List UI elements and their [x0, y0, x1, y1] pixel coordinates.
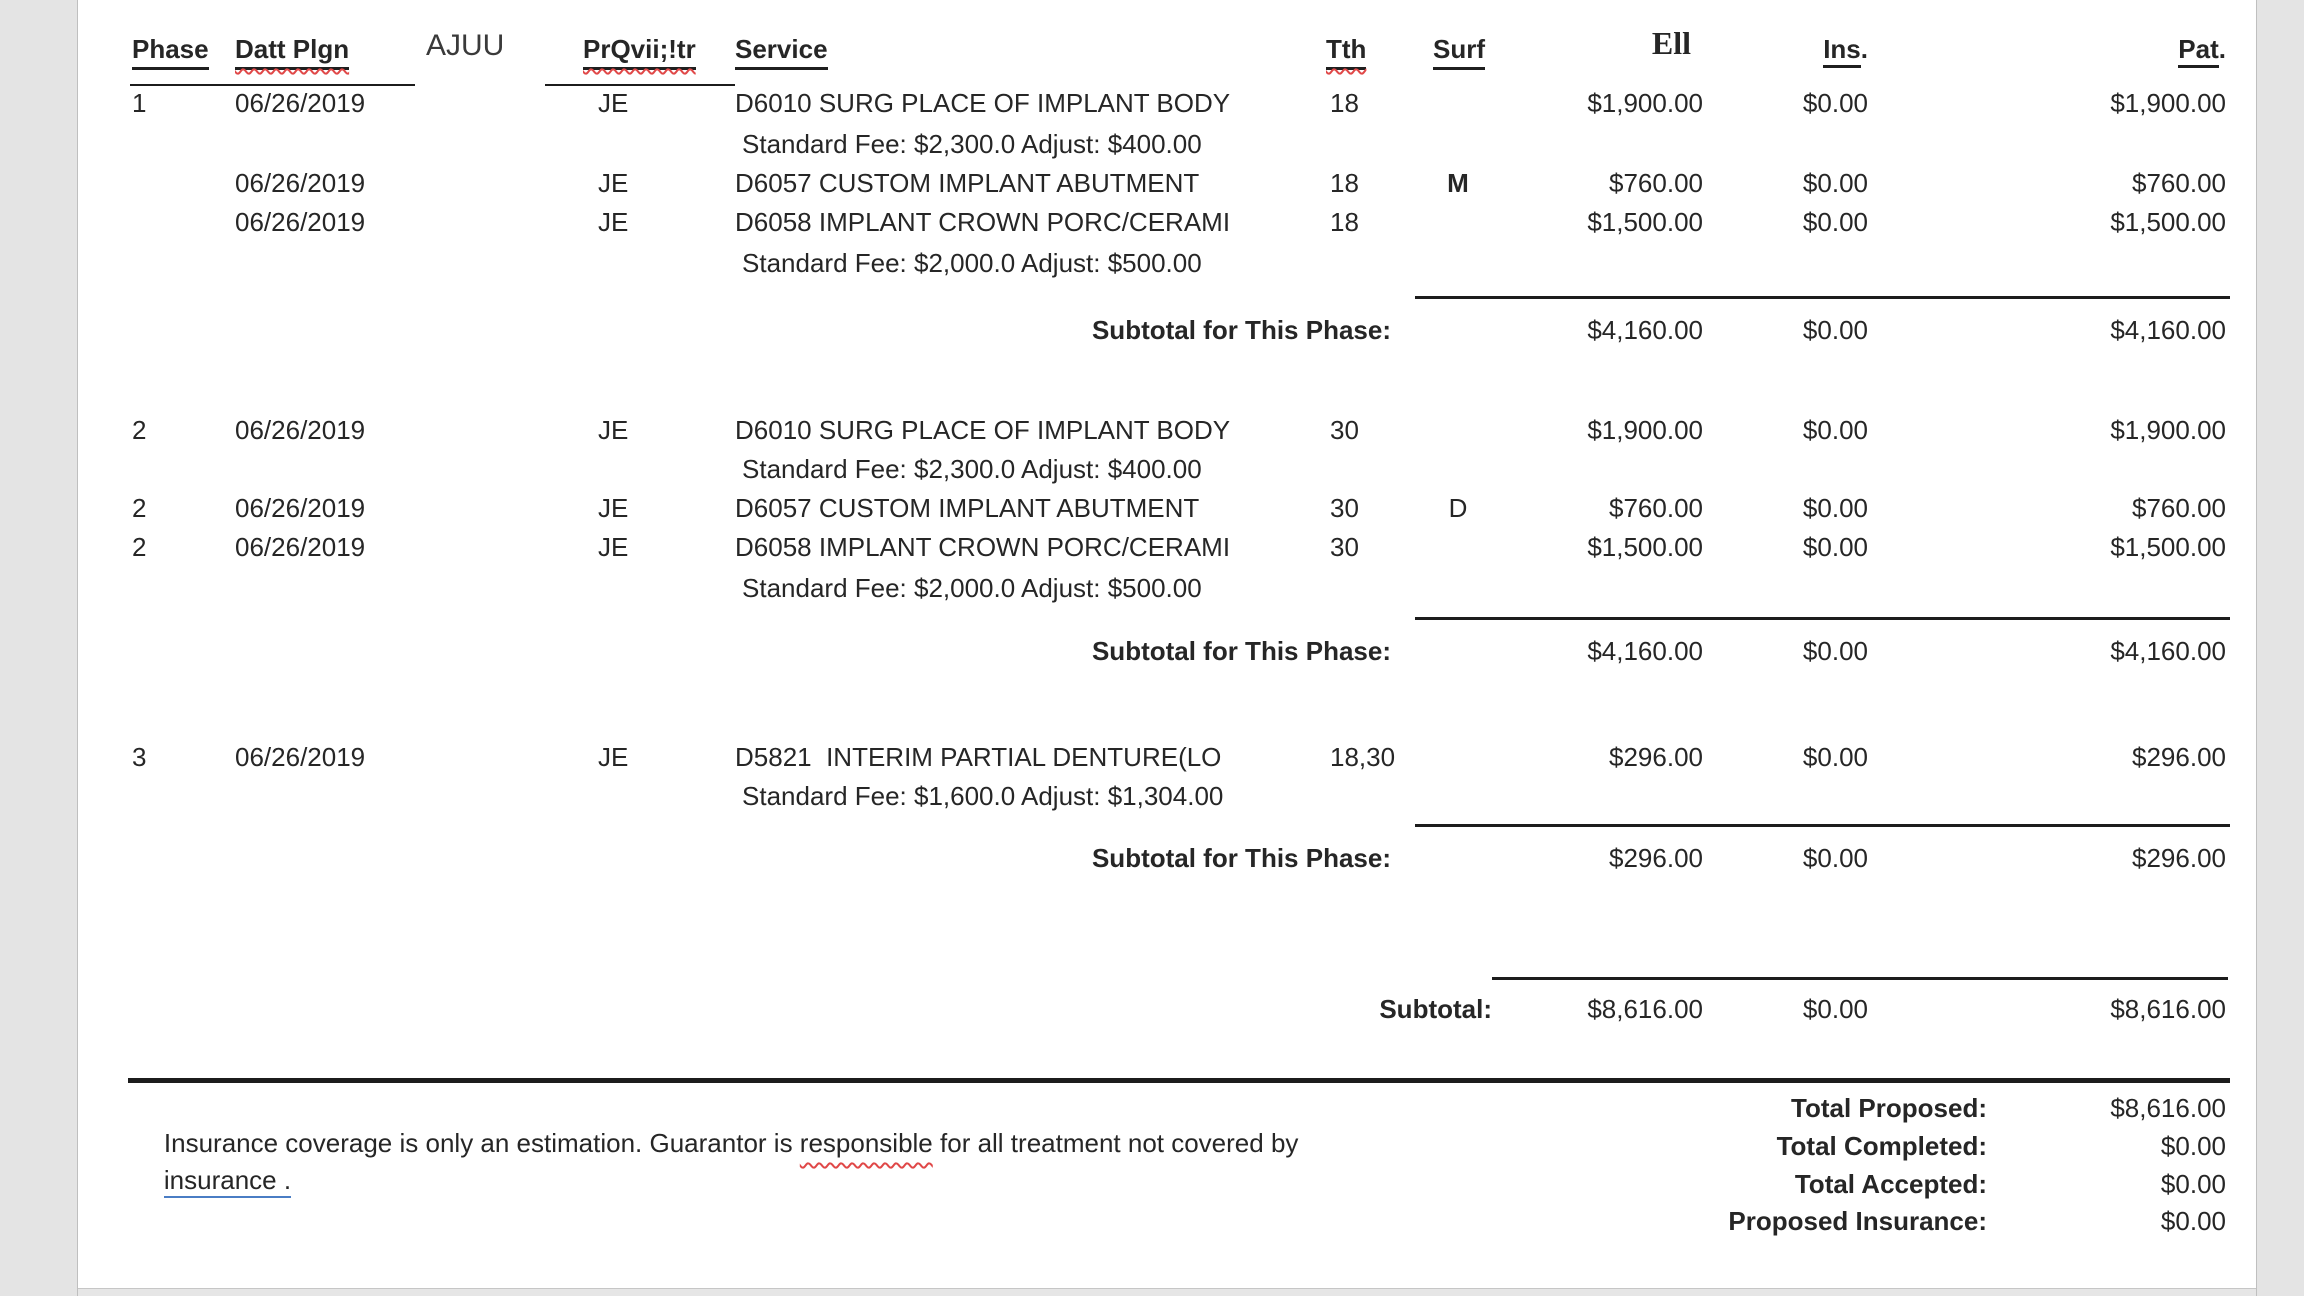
subtotal-divider	[1415, 617, 2230, 620]
total-accepted-label: Total Accepted:	[1794, 1169, 1987, 1199]
fee-amount: $1,500.00	[1587, 207, 1703, 237]
fee-amount: $1,900.00	[1587, 415, 1703, 445]
procedure-date: 06/26/2019	[235, 88, 366, 118]
column-header-fee: Ell	[1651, 25, 1691, 61]
patient-amount: $296.00	[2132, 742, 2226, 772]
phase-subtotal-insurance: $0.00	[1802, 843, 1868, 873]
insurance-amount: $0.00	[1802, 88, 1868, 118]
document-page	[78, 0, 2256, 1289]
tooth-number: 30	[1330, 532, 1359, 562]
total-completed-value: $0.00	[2160, 1131, 2226, 1161]
fee-amount: $1,500.00	[1587, 532, 1703, 562]
insurance-amount: $0.00	[1802, 493, 1868, 523]
phase-subtotal-label: Subtotal for This Phase:	[1091, 315, 1391, 345]
insurance-amount: $0.00	[1802, 532, 1868, 562]
fee-amount: $760.00	[1609, 168, 1703, 198]
column-header-phase: Phase	[132, 32, 209, 70]
total-proposed-value: $8,616.00	[2110, 1093, 2226, 1123]
standard-fee-note: Standard Fee: $2,300.0 Adjust: $400.00	[742, 454, 1202, 484]
phase-subtotal-insurance: $0.00	[1802, 315, 1868, 345]
column-header-date: Datt Plgn	[235, 32, 349, 70]
procedure-date: 06/26/2019	[235, 168, 366, 198]
phase-number: 3	[132, 742, 147, 772]
phase-subtotal-insurance: $0.00	[1802, 636, 1868, 666]
surface-code: D	[1448, 493, 1468, 523]
service-description: D6057 CUSTOM IMPLANT ABUTMENT	[735, 168, 1200, 198]
patient-amount: $1,500.00	[2110, 207, 2226, 237]
service-description: D5821 INTERIM PARTIAL DENTURE(LO	[735, 742, 1222, 772]
patient-amount: $760.00	[2132, 168, 2226, 198]
page-margin-left	[0, 0, 78, 1296]
proposed-insurance-value: $0.00	[2160, 1206, 2226, 1236]
header-extra-text: AJUU	[426, 29, 505, 62]
tooth-number: 30	[1330, 493, 1359, 523]
misspelled-word: responsible	[799, 1128, 933, 1158]
proposed-insurance-label: Proposed Insurance:	[1728, 1206, 1987, 1236]
service-description: D6058 IMPLANT CROWN PORC/CERAMI	[735, 532, 1231, 562]
service-description: D6010 SURG PLACE OF IMPLANT BODY	[735, 88, 1231, 118]
phase-subtotal-fee: $4,160.00	[1587, 315, 1703, 345]
provider-initials: JE	[598, 207, 629, 237]
patient-amount: $1,900.00	[2110, 88, 2226, 118]
grand-subtotal-insurance: $0.00	[1802, 994, 1868, 1024]
provider-initials: JE	[598, 168, 629, 198]
column-header-surface: Surf	[1433, 32, 1485, 70]
service-description: D6058 IMPLANT CROWN PORC/CERAMI	[735, 207, 1231, 237]
column-header-tooth: Tth	[1326, 32, 1366, 70]
tooth-number: 18	[1330, 168, 1359, 198]
procedure-date: 06/26/2019	[235, 742, 366, 772]
standard-fee-note: Standard Fee: $2,300.0 Adjust: $400.00	[742, 129, 1202, 159]
insurance-link-text[interactable]: insurance .	[164, 1165, 291, 1198]
insurance-amount: $0.00	[1802, 207, 1868, 237]
fee-amount: $760.00	[1609, 493, 1703, 523]
grand-subtotal-patient: $8,616.00	[2110, 994, 2226, 1024]
subtotal-divider	[1415, 824, 2230, 827]
phase-subtotal-fee: $296.00	[1609, 843, 1703, 873]
phase-subtotal-fee: $4,160.00	[1587, 636, 1703, 666]
total-proposed-label: Total Proposed:	[1791, 1093, 1987, 1123]
provider-initials: JE	[598, 415, 629, 445]
procedure-date: 06/26/2019	[235, 532, 366, 562]
standard-fee-note: Standard Fee: $2,000.0 Adjust: $500.00	[742, 573, 1202, 603]
column-header-patient: Pat.	[1968, 32, 2226, 66]
fee-amount: $1,900.00	[1587, 88, 1703, 118]
total-accepted-value: $0.00	[2160, 1169, 2226, 1199]
insurance-disclaimer-line2	[135, 1126, 291, 1234]
page-margin-right	[2256, 0, 2304, 1296]
provider-initials: JE	[598, 532, 629, 562]
service-description: D6010 SURG PLACE OF IMPLANT BODY	[735, 415, 1231, 445]
tooth-number: 30	[1330, 415, 1359, 445]
phase-number: 2	[132, 532, 147, 562]
phase-subtotal-patient: $4,160.00	[2110, 315, 2226, 345]
procedure-date: 06/26/2019	[235, 415, 366, 445]
grand-subtotal-divider	[1492, 977, 2228, 980]
provider-initials: JE	[598, 493, 629, 523]
standard-fee-note: Standard Fee: $1,600.0 Adjust: $1,304.00	[742, 781, 1224, 811]
provider-initials: JE	[598, 88, 629, 118]
phase-subtotal-patient: $4,160.00	[2110, 636, 2226, 666]
insurance-amount: $0.00	[1802, 742, 1868, 772]
header-divider-provider	[545, 84, 735, 86]
grand-subtotal-label: Subtotal:	[1379, 994, 1492, 1024]
insurance-disclaimer-line1: Insurance coverage is only an estimation. Guarantor is responsible for all treatment not covered by	[163, 1128, 1299, 1158]
service-description: D6057 CUSTOM IMPLANT ABUTMENT	[735, 493, 1200, 523]
insurance-amount: $0.00	[1802, 415, 1868, 445]
phase-subtotal-label: Subtotal for This Phase:	[1091, 636, 1391, 666]
column-header-service: Service	[735, 32, 828, 70]
provider-initials: JE	[598, 742, 629, 772]
insurance-amount: $0.00	[1802, 168, 1868, 198]
phase-subtotal-patient: $296.00	[2132, 843, 2226, 873]
procedure-date: 06/26/2019	[235, 207, 366, 237]
subtotal-divider	[1415, 296, 2230, 299]
footer-divider	[128, 1078, 2230, 1083]
patient-amount: $760.00	[2132, 493, 2226, 523]
phase-number: 1	[132, 88, 147, 118]
column-header-provider: PrQvii;!tr	[583, 32, 696, 70]
fee-amount: $296.00	[1609, 742, 1703, 772]
procedure-date: 06/26/2019	[235, 493, 366, 523]
tooth-number: 18	[1330, 88, 1359, 118]
column-header-insurance: Ins.	[1728, 32, 1868, 66]
phase-number: 2	[132, 415, 147, 445]
grand-subtotal-fee: $8,616.00	[1587, 994, 1703, 1024]
tooth-number: 18	[1330, 207, 1359, 237]
tooth-number: 18,30	[1330, 742, 1396, 772]
phase-number: 2	[132, 493, 147, 523]
phase-subtotal-label: Subtotal for This Phase:	[1091, 843, 1391, 873]
patient-amount: $1,900.00	[2110, 415, 2226, 445]
standard-fee-note: Standard Fee: $2,000.0 Adjust: $500.00	[742, 248, 1202, 278]
surface-code: M	[1447, 168, 1469, 198]
patient-amount: $1,500.00	[2110, 532, 2226, 562]
total-completed-label: Total Completed:	[1776, 1131, 1987, 1161]
